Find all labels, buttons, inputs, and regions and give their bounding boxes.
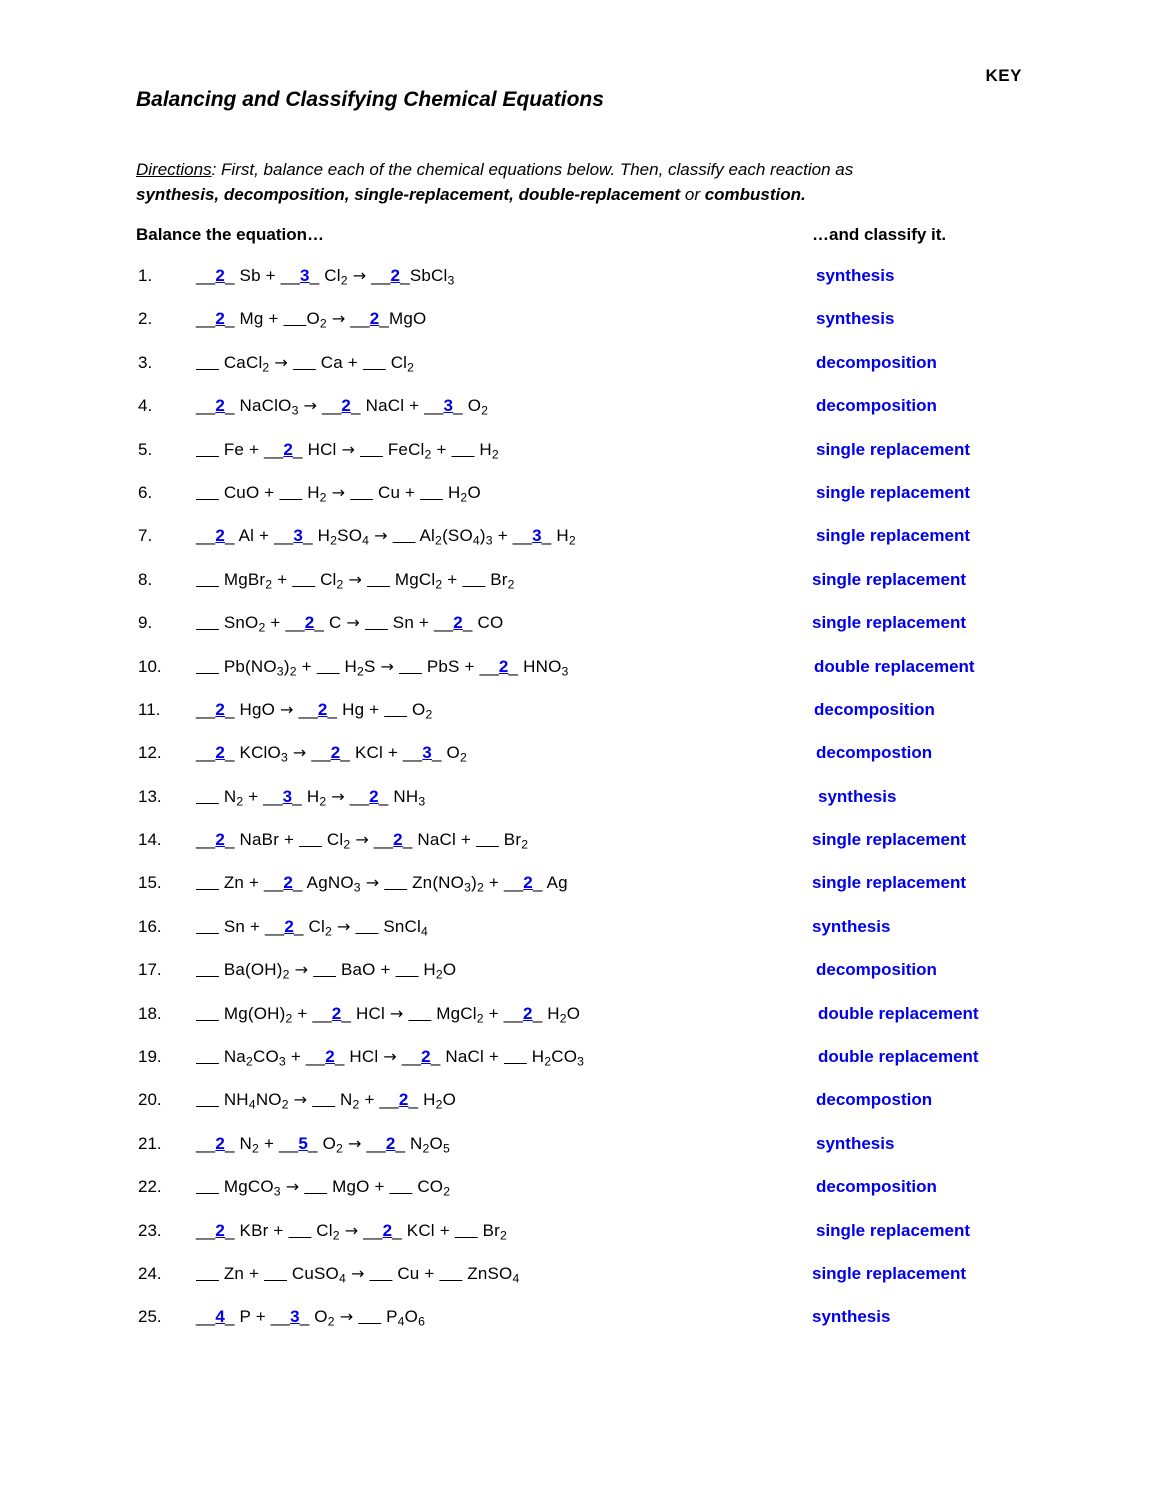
equation-row [0,1090,1152,1133]
row-number: 6. [138,482,153,502]
classification-answer: single replacement [816,1220,971,1240]
row-number: 10. [138,656,162,676]
row-number: 4. [138,396,153,416]
equation-text: MgCO$_3$ → MgO + $CO_2$ [218,1177,451,1199]
classification-answer: decomposition [816,352,937,372]
equation-text: __2_ KBr + $Cl_2$ → __2_ KCl + $Br_2$ [196,1220,508,1243]
equation-row [0,917,1152,960]
classification-answer: synthesis [816,309,895,329]
equation-text: SnO$_2$ + __2_ C → Sn + __2_ CO [218,613,504,635]
classification-answer: decomposition [816,1177,937,1197]
equation-row [0,483,1152,526]
classification-answer: single replacement [812,1263,967,1283]
equation-text: CuO + $H_2$ → Cu + $H_2O$ [218,482,481,505]
row-number: 23. [138,1220,162,1240]
equation-text: CaCl$_2$ → Ca + $Cl_2$ [218,352,415,375]
equation-row [0,613,1152,656]
classification-answer: double replacement [818,1003,979,1023]
directions-paragraph [136,158,1016,207]
classification-answer: single replacement [816,526,971,546]
classification-answer: single replacement [816,439,971,459]
row-number: 7. [138,526,153,546]
equation-text: $Na_2CO_3$ + __2_ HCl → __2_ NaCl + $H_2CO_3$ [218,1047,585,1069]
row-number: 12. [138,743,162,763]
row-number: 20. [138,1090,162,1110]
equation-text: __2_ NaClO$_3$ → __2_ NaCl + __3_ $O_2$ [196,396,489,418]
classification-answer: synthesis [816,266,895,285]
equation-text: $N_2$ + __3_ $H_2$ → __2_ $NH_3$ [218,786,426,809]
row-number: 19. [138,1047,162,1067]
equation-text: $Ba(OH)_2$ → BaO + $H_2O$ [218,960,457,982]
classification-answer: synthesis [816,1133,895,1153]
row-number: 17. [138,960,162,980]
row-number: 1. [138,266,153,285]
equation-text: __2_ Sb + __3_ $Cl_2$ → __2_SbCl$_3$ [196,266,455,288]
classification-answer: double replacement [814,656,975,676]
equation-row [0,1307,1152,1350]
row-number: 14. [138,830,162,850]
classification-answer: single replacement [812,873,967,893]
equation-row [0,960,1152,1003]
equation-text: Fe + __2_ HCl → FeCl$_2$ + $H_2$ [218,439,499,461]
classification-answer: decomposition [814,699,935,719]
equation-text: Zn + CuSO$_4$ → Cu + ZnSO$_4$ [218,1263,520,1286]
equation-text: __4_ P + __3_ $O_2$ → $P_4O_6$ [196,1307,426,1329]
equation-text: Zn + __2_ AgNO$_3$ → $Zn(NO_3)_2$ + __2_ Ag [218,873,568,895]
equation-text: $Mg(OH)_2$ + __2_ HCl → MgCl$_2$ + __2_ $H_2O$ [218,1003,581,1026]
row-number: 21. [138,1133,162,1153]
equation-row [0,830,1152,873]
classification-answer: synthesis [812,1307,891,1327]
row-number: 9. [138,613,153,633]
classification-answer: single replacement [812,830,967,850]
classification-answer: decomposition [816,396,937,416]
equation-text: __2_ NaBr + $Cl_2$ → __2_ NaCl + $Br_2$ [196,830,529,852]
classification-answer: decompostion [816,1090,933,1110]
classification-answer: synthesis [812,916,891,936]
column-header-balance: Balance the equation… [136,225,324,244]
equation-list [0,266,1152,1351]
column-header-classify: …and classify it. [812,225,947,244]
equation-row [0,1177,1152,1220]
equation-text: __2_ Mg + $O_2$ → __2_MgO [196,309,427,331]
row-number: 22. [138,1177,162,1197]
row-number: 3. [138,352,153,372]
equation-row [0,396,1152,439]
directions-conjunction: or [680,184,705,204]
classification-answer: single replacement [816,482,971,502]
key-label: KEY [985,66,1022,85]
equation-text: $NH_4NO_2$ → $N_2$ + __2_ $H_2O$ [218,1090,457,1112]
row-number: 24. [138,1263,162,1283]
classification-answer: decomposition [816,960,937,980]
row-number: 18. [138,1003,162,1023]
equation-row [0,353,1152,396]
equation-row [0,873,1152,916]
directions-reaction-types: synthesis, decomposition, single-replacement, double-replacement [136,184,681,204]
classification-answer: single replacement [812,569,967,589]
classification-answer: single replacement [812,613,967,633]
directions-last-type: combustion. [704,184,806,204]
row-number: 8. [138,569,153,589]
equation-row [0,1221,1152,1264]
equation-row [0,787,1152,830]
equation-row [0,1004,1152,1047]
equation-text: Sn + __2_ $Cl_2$ → SnCl$_4$ [218,916,429,939]
row-number: 15. [138,873,162,893]
row-number: 2. [138,309,153,329]
classification-answer: decompostion [816,743,933,763]
equation-row [0,309,1152,352]
equation-text: __2_ Al + __3_ $H_2SO_4$ → $Al_2(SO_4)_3$ + __3_ $H_2$ [196,526,576,548]
classification-answer: synthesis [818,786,897,806]
equation-row [0,657,1152,700]
classification-answer: double replacement [818,1047,979,1067]
row-number: 5. [138,439,153,459]
equation-row [0,1047,1152,1090]
row-number: 11. [138,699,161,719]
equation-row [0,570,1152,613]
equation-row [0,743,1152,786]
equation-row [0,440,1152,483]
row-number: 16. [138,916,162,936]
equation-row [0,1264,1152,1307]
equation-row [0,526,1152,569]
equation-row [0,1134,1152,1177]
page-title: Balancing and Classifying Chemical Equations [136,88,604,111]
directions-text: : First, balance each of the chemical equations below. Then, classify each reaction as [211,160,854,179]
equation-text: __2_ HgO → __2_ Hg + $O_2$ [196,699,433,722]
equation-text: __2_ KClO$_3$ → __2_ KCl + __3_ $O_2$ [196,743,467,765]
row-number: 13. [138,786,162,806]
equation-text: __2_ $N_2$ + __5_ $O_2$ → __2_ $N_2O_5$ [196,1133,450,1156]
equation-text: MgBr$_2$ + $Cl_2$ → MgCl$_2$ + $Br_2$ [218,569,515,592]
directions-label: Directions [136,160,212,179]
equation-row [0,266,1152,309]
row-number: 25. [138,1307,162,1327]
equation-text: $Pb(NO_3)_2$ + $H_2S$ → PbS + __2_ $HNO_3$ [218,656,569,678]
equation-row [0,700,1152,743]
